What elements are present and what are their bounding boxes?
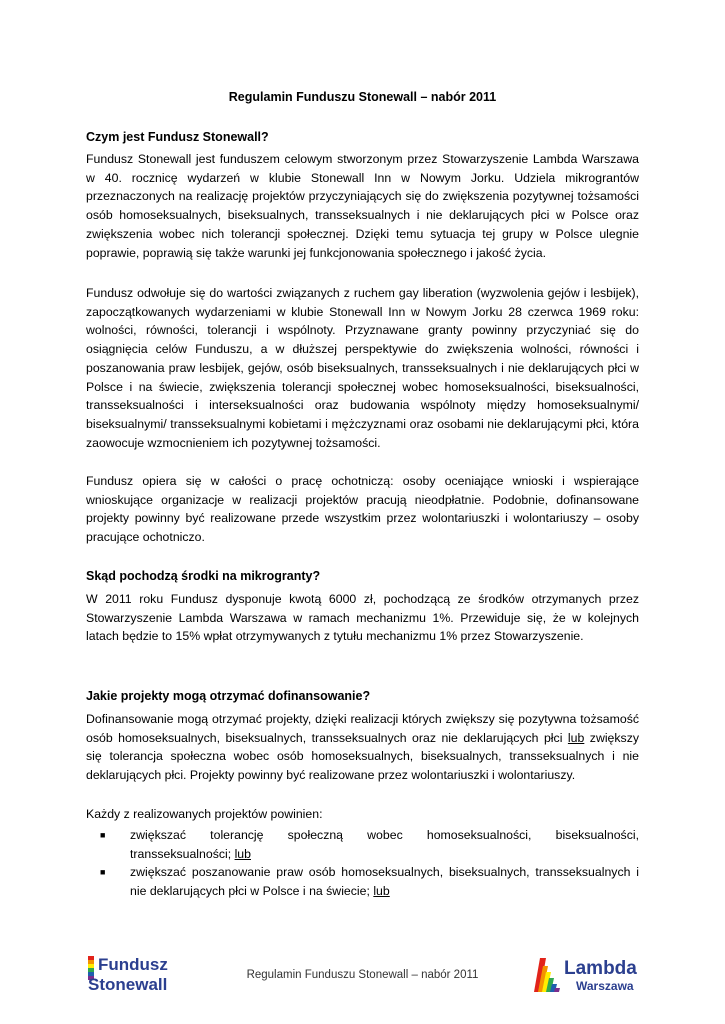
paragraph-fund-volunteer: Fundusz opiera się w całości o pracę ochotniczą: osoby oceniające wnioski i wspierające wnioskujące organizacje w realizacji projektów pracują nieodpłatnie. Podobnie, dofinansowane projekty powinny być realizowane przede wszystkim przez wolontariuszki i wolontariuszy – osoby pracujące ochotniczo. <box>86 474 639 545</box>
footer-caption: Regulamin Funduszu Stonewall – nabór 2011 <box>246 969 479 981</box>
underlined-lub: lub <box>373 883 390 898</box>
underlined-lub: lub <box>234 846 251 861</box>
rainbow-stripe <box>554 988 560 992</box>
paragraph-fund-values: Fundusz odwołuje się do wartości związanych z ruchem gay liberation (wyzwolenia gejów i lesbijek), zapoczątkowanych wydarzeniami w klubie Stonewall Inn w Nowym Jorku 28 czerwca 1969 roku: wolności, równości, tolerancji i wspólnoty. Przyznawane granty powinny przyczyniać się do osiągnięcia celów Funduszu, a w dłuższej perspektywie do zwiększenia wolności, równości i poszanowania praw lesbijek, gejów, osób biseksualnych, transseksualnych i nie deklarujących płci w Polsce i na świecie, zwiększenia tolerancji społecznej wobec homoseksualności, biseksualności, transseksualności i interseksualności oraz budowania wspólnoty między homoseksualnymi/ biseksualnymi/ transseksualnymi kobietami i mężczyznami oraz osobami nie deklarującymi płci, która zaowocuje wzmocnieniem ich pozytywnej tożsamości. <box>86 286 639 450</box>
paragraph-eligible-text-1: Dofinansowanie mogą otrzymać projekty, dzięki realizacji których zwiększy się pozytywna tożsamość osób homoseksualnych, biseksualnych, transseksualnych oraz nie deklarujących płci <box>86 712 639 745</box>
paragraph-funding-source: W 2011 roku Fundusz dysponuje kwotą 6000 zł, pochodzącą ze środków otrzymanych przez Stowarzyszenie Lambda Warszawa w ramach mechanizmu 1%. Przewiduje się, że w kolejnych latach będzie to 15% wpłat otrzymywanych z tytułu mechanizmu 1% przez Stowarzyszenie. <box>86 592 639 644</box>
section-heading-what-is: Czym jest Fundusz Stonewall? <box>86 130 269 144</box>
section-heading-funding-source: Skąd pochodzą środki na mikrogranty? <box>86 569 321 583</box>
rainbow-stripe <box>88 956 94 960</box>
rainbow-stripe <box>88 964 94 968</box>
logo-right-line2: Warszawa <box>576 979 634 993</box>
lambda-warszawa-logo <box>530 952 640 998</box>
logo-right-line1: Lambda <box>564 958 637 979</box>
list-item-text: zwiększać tolerancję społeczną wobec homoseksualności, biseksualności, transseksualności; lub <box>130 828 639 861</box>
underlined-lub: lub <box>567 730 585 745</box>
list-item-text: zwiększać poszanowanie praw osób homoseksualnych, biseksualnych, transseksualnych i nie deklarujących płci w Polsce i na świecie; lub <box>130 865 639 898</box>
logo-left-line2: Stonewall <box>88 975 168 994</box>
section-heading-eligible-projects: Jakie projekty mogą otrzymać dofinansowanie? <box>86 689 371 703</box>
bullet-square-icon: ■ <box>100 867 106 877</box>
paragraph-each-project: Każdy z realizowanych projektów powinien: <box>86 807 323 821</box>
paragraph-eligible-projects <box>86 710 639 785</box>
bullet-square-icon: ■ <box>100 830 106 840</box>
logo-left-line1: Fundusz <box>98 955 168 974</box>
document-title: Regulamin Funduszu Stonewall – nabór 2011 <box>228 90 497 104</box>
rainbow-stripe <box>88 960 94 964</box>
paragraph-fund-intro: Fundusz Stonewall jest funduszem celowym stworzonym przez Stowarzyszenie Lambda Warszawa w 40. rocznicę wydarzeń w klubie Stonewall Inn w Nowym Jorku. Udziela mikrograntów przeznaczonych na realizację projektów przyczyniających się do zwiększenia pozytywnej tożsamości osób homoseksualnych, biseksualnych, transseksualnych i nie deklarujących płci w Polsce oraz zwiększenia wobec nich tolerancji społecznej. Dzięki temu sytuacja tej grupy w Polsce ulegnie poprawie, poprawią się także warunki jej funkcjonowania społecznego i jakość życia. <box>86 152 639 260</box>
paragraph-eligible-text-2: zwiększy się tolerancja społeczna wobec osób homoseksualnych, biseksualnych, transseksualnych i nie deklarujących płci. Projekty powinny być realizowane przez wolontariuszki i wolontariuszy. <box>86 730 639 783</box>
